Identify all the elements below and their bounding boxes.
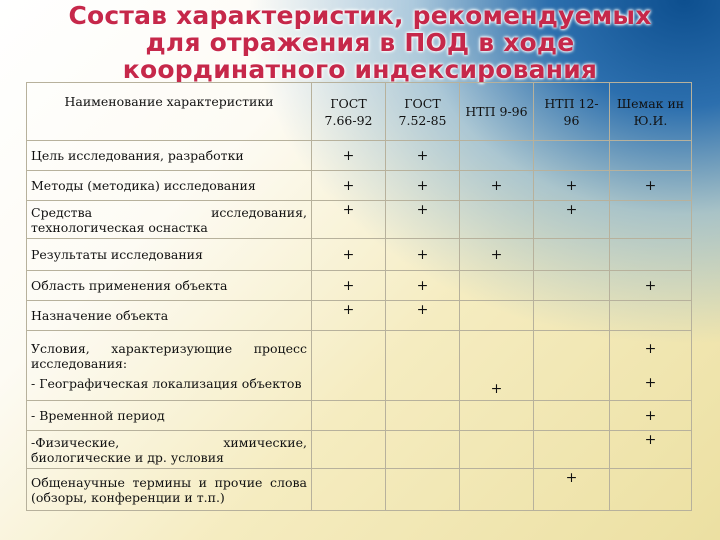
plus-mark: + <box>386 201 460 239</box>
empty-cell <box>534 141 610 171</box>
empty-cell <box>610 141 692 171</box>
empty-cell <box>610 301 692 331</box>
empty-cell <box>534 401 610 431</box>
row-name: Средства исследования, технологическая оснастка <box>27 201 312 239</box>
table-row <box>27 331 692 401</box>
row-name: Результаты исследования <box>27 239 312 271</box>
plus-mark: + <box>312 171 386 201</box>
table-row <box>27 401 692 431</box>
empty-cell <box>460 201 534 239</box>
row-name <box>27 331 312 401</box>
empty-cell <box>610 469 692 511</box>
empty-cell <box>312 431 386 469</box>
plus-mark: + <box>644 374 657 391</box>
table-row <box>27 469 692 511</box>
empty-cell <box>386 331 460 401</box>
header-gost-7-66: ГОСТ 7.66-92 <box>312 83 386 141</box>
plus-mark: + <box>386 141 460 171</box>
plus-mark: + <box>386 239 460 271</box>
empty-cell <box>534 271 610 301</box>
table-row <box>27 271 692 301</box>
plus-mark: + <box>312 301 386 331</box>
plus-mark: + <box>460 331 534 401</box>
plus-mark: + <box>386 171 460 201</box>
plus-mark: + <box>312 271 386 301</box>
empty-cell <box>312 469 386 511</box>
title-line-1: Состав характеристик, рекомендуемых <box>68 1 652 30</box>
row-name: Область применения объекта <box>27 271 312 301</box>
row-name: Цель исследования, разработки <box>27 141 312 171</box>
plus-mark: + <box>534 469 610 511</box>
plus-mark: + <box>610 401 692 431</box>
plus-mark: + <box>534 171 610 201</box>
empty-cell <box>386 431 460 469</box>
row-name-part: - Географическая локализация объектов <box>31 375 302 391</box>
empty-cell <box>460 271 534 301</box>
table-row <box>27 301 692 331</box>
plus-mark: + <box>312 141 386 171</box>
title-line-3: координатного индексирования <box>122 55 598 84</box>
plus-mark: + <box>386 271 460 301</box>
row-name-part: Условия, характеризующие процесс исследования: <box>31 340 307 371</box>
empty-cell <box>610 201 692 239</box>
characteristics-table <box>26 82 692 511</box>
plus-mark: + <box>460 171 534 201</box>
plus-mark: + <box>644 340 657 357</box>
empty-cell <box>460 141 534 171</box>
row-name: Методы (методика) исследования <box>27 171 312 201</box>
empty-cell <box>460 401 534 431</box>
empty-cell <box>610 239 692 271</box>
table-row <box>27 201 692 239</box>
row-name: Общенаучные термины и прочие слова (обзоры, конференции и т.п.) <box>27 469 312 511</box>
empty-cell <box>386 469 460 511</box>
header-ntp-12-96: НТП 12-96 <box>534 83 610 141</box>
plus-mark-pair <box>610 331 692 401</box>
table-row <box>27 431 692 469</box>
table-row <box>27 171 692 201</box>
table-row <box>27 141 692 171</box>
header-name: Наименование характеристики <box>27 83 312 141</box>
plus-mark: + <box>312 239 386 271</box>
row-name: - Временной период <box>27 401 312 431</box>
empty-cell <box>460 469 534 511</box>
header-shemakin: Шемак ин Ю.И. <box>610 83 692 141</box>
empty-cell <box>534 431 610 469</box>
plus-mark: + <box>312 201 386 239</box>
empty-cell <box>534 301 610 331</box>
plus-mark: + <box>386 301 460 331</box>
empty-cell <box>386 401 460 431</box>
header-gost-7-52: ГОСТ 7.52-85 <box>386 83 460 141</box>
plus-mark: + <box>610 431 692 469</box>
empty-cell <box>460 301 534 331</box>
plus-mark: + <box>610 271 692 301</box>
empty-cell <box>460 431 534 469</box>
empty-cell <box>312 331 386 401</box>
header-row <box>27 83 692 141</box>
header-ntp-9-96: НТП 9-96 <box>460 83 534 141</box>
table-row <box>27 239 692 271</box>
empty-cell <box>534 239 610 271</box>
row-name: -Физические, химические, биологические и др. условия <box>27 431 312 469</box>
plus-mark: + <box>534 201 610 239</box>
empty-cell <box>534 331 610 401</box>
slide-title <box>0 2 720 83</box>
plus-mark: + <box>460 239 534 271</box>
row-name: Назначение объекта <box>27 301 312 331</box>
plus-mark: + <box>610 171 692 201</box>
title-line-2: для отражения в ПОД в ходе <box>145 28 575 57</box>
empty-cell <box>312 401 386 431</box>
